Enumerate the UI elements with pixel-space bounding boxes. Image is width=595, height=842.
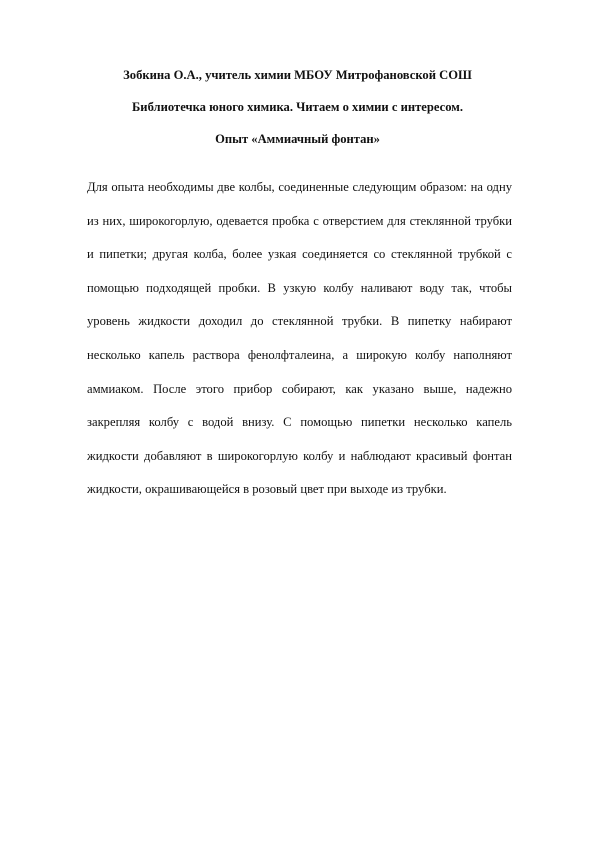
paragraph-line: Для опыта необходимы две колбы, соединенные следующим образом: на одну xyxy=(87,180,512,194)
paragraph-line: несколько капель раствора фенолфталеина, а широкую колбу наполняют xyxy=(87,347,512,362)
paragraph-line: из них, широкогорлую, одевается пробка с отверстием для стеклянной трубки xyxy=(87,213,512,228)
paragraph-line: жидкости добавляют в широкогорлую колбу и наблюдают красивый фонтан xyxy=(87,448,512,463)
paragraph-line: закрепляя колбу с водой внизу. С помощью пипетки несколько капель xyxy=(87,415,512,430)
paragraph-line: и пипетки; другая колба, более узкая соединяется со стеклянной трубкой с xyxy=(87,247,512,262)
paragraph-line: жидкости, окрашивающейся в розовый цвет при выходе из трубки. xyxy=(87,482,447,497)
paragraph-line: аммиаком. После этого прибор собирают, как указано выше, надежно xyxy=(87,381,512,396)
paragraph-line: уровень жидкости доходил до стеклянной трубки. В пипетку набирают xyxy=(87,314,512,329)
paragraph-line: помощью подходящей пробки. В узкую колбу наливают воду так, чтобы xyxy=(87,280,512,295)
experiment-description xyxy=(87,176,512,512)
series-title: Библиотечка юного химика. Читаем о химии с интересом. xyxy=(131,100,463,114)
experiment-title: Опыт «Аммиачный фонтан» xyxy=(215,132,380,146)
author-line: Зобкина О.А., учитель химии МБОУ Митрофановской СОШ xyxy=(123,68,472,82)
